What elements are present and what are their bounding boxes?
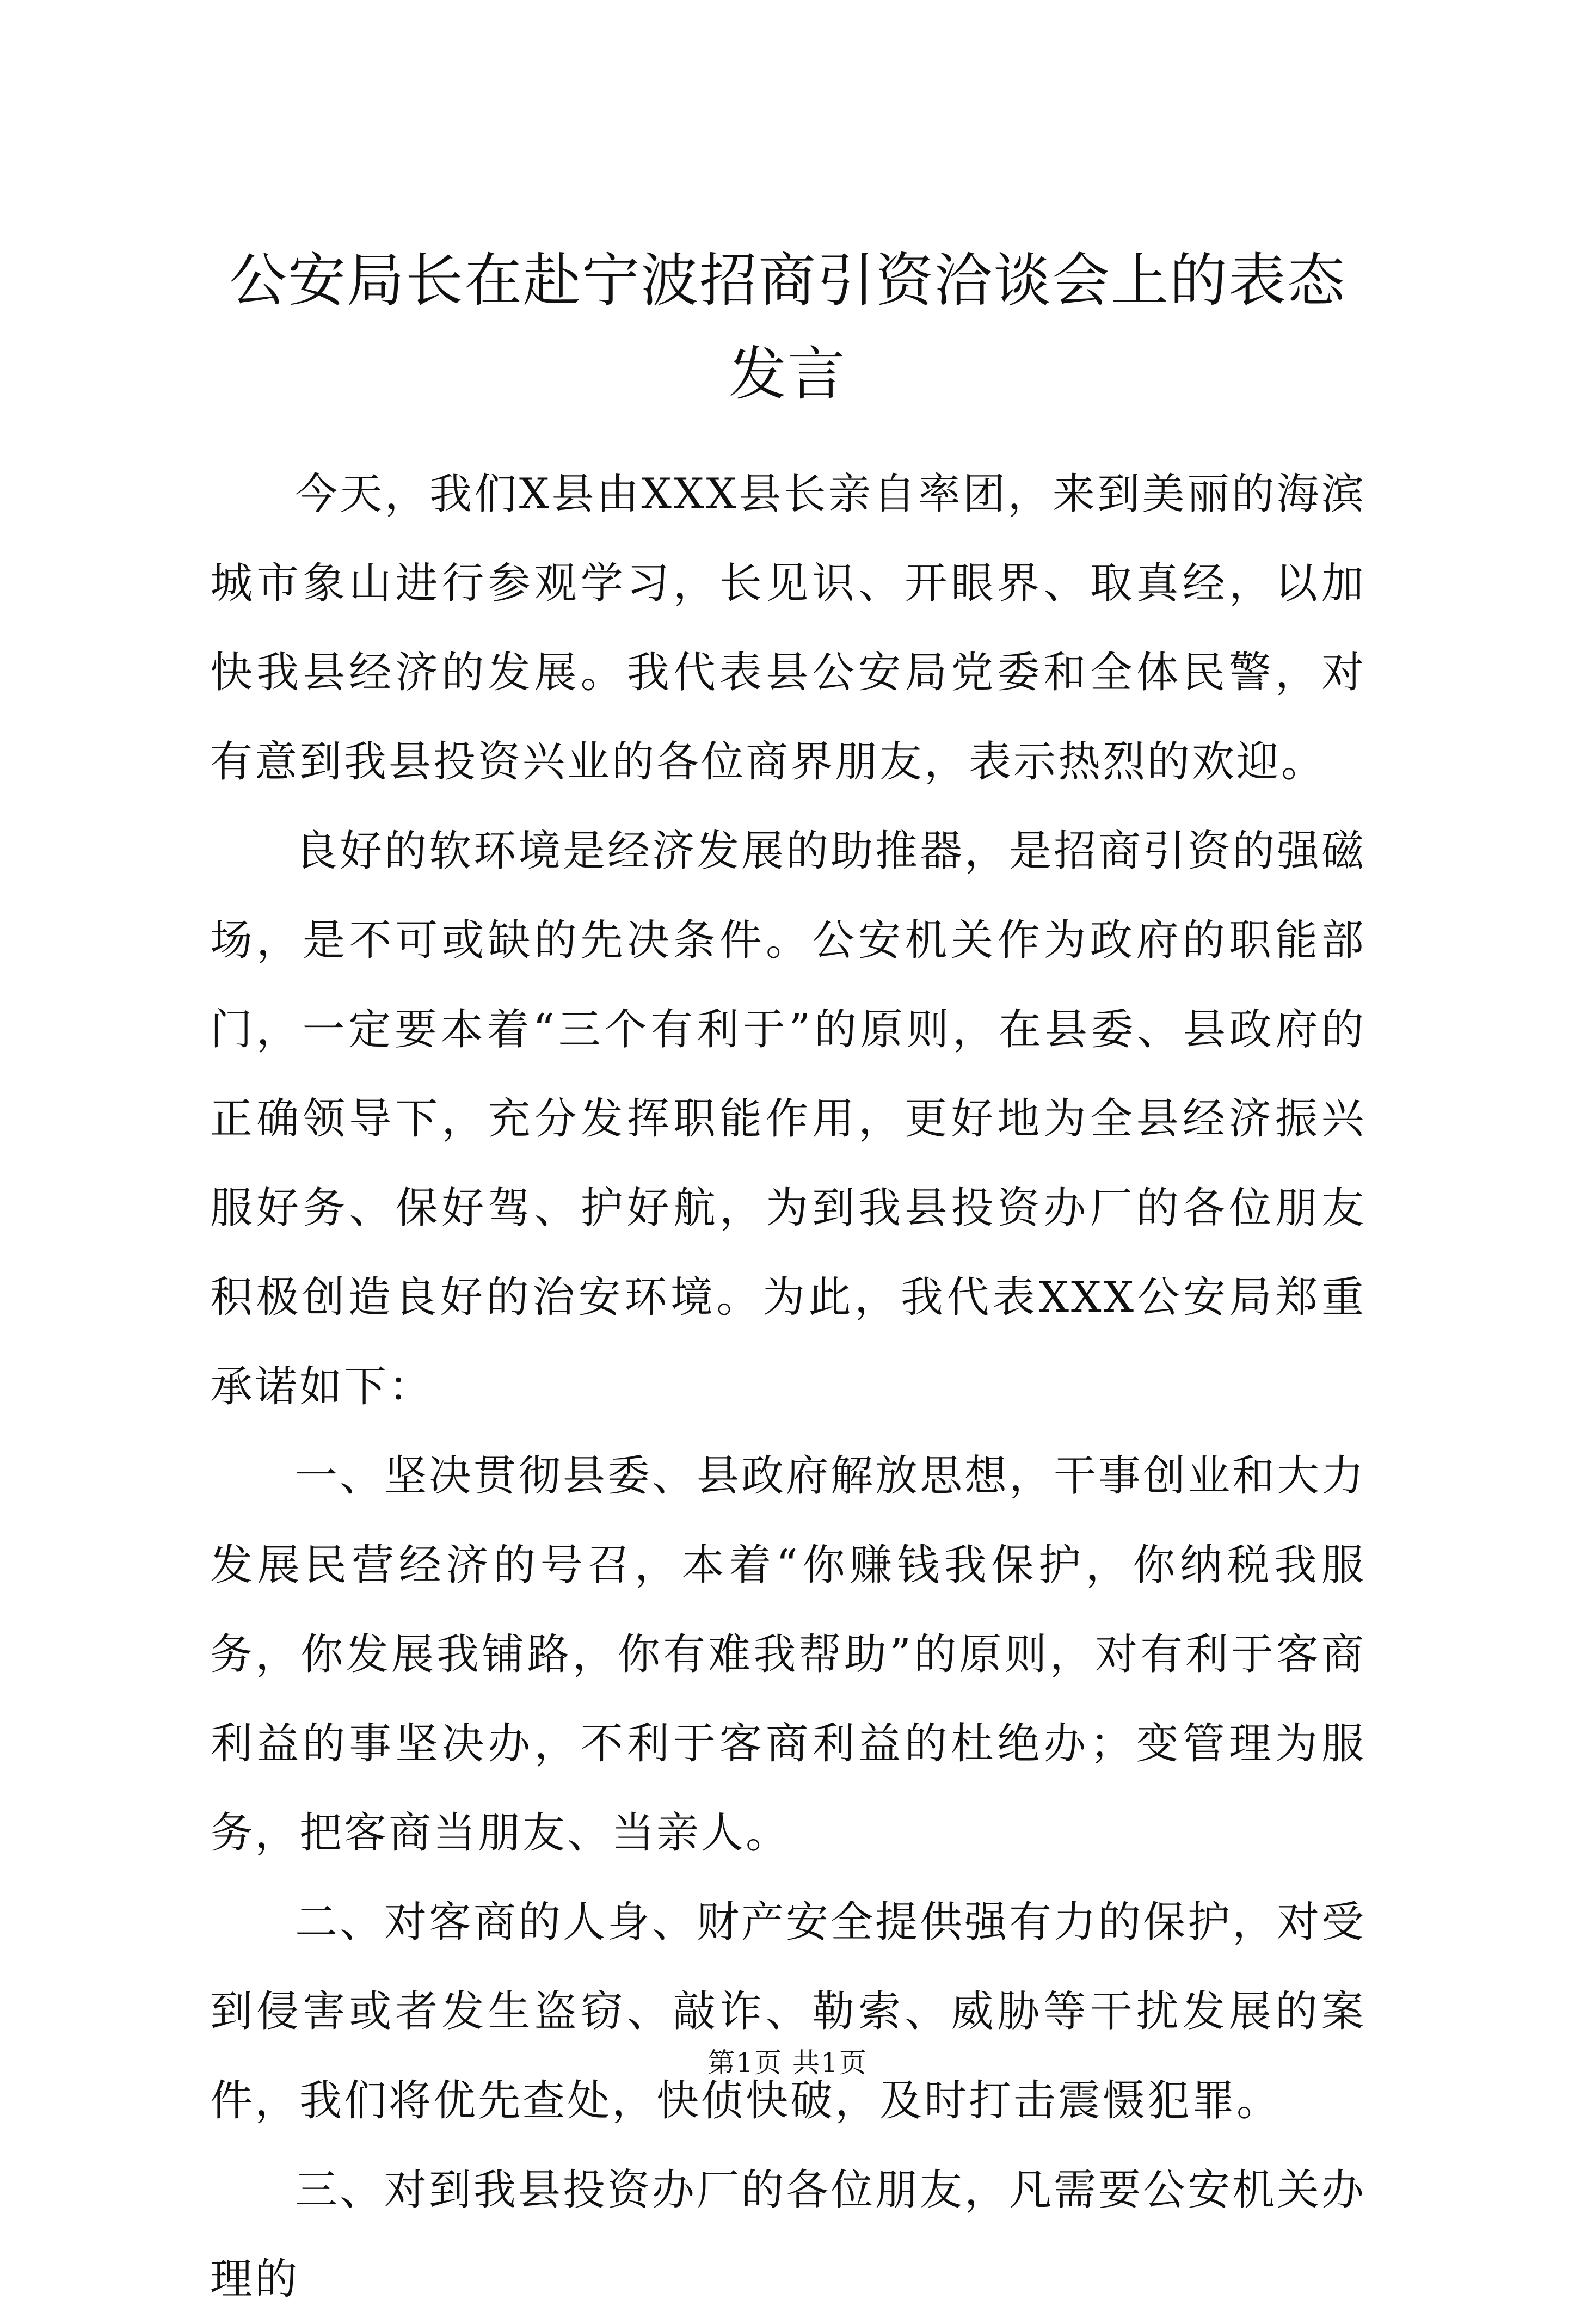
paragraph-intro: 今天，我们X县由XXX县长亲自率团，来到美丽的海滨城市象山进行参观学习，长见识、开眼界、取真经，以加快我县经济的发展。我代表县公安局党委和全体民警，对有意到我县投资兴业的各位商界朋友，表示热烈的欢迎。 <box>210 470 1366 786</box>
paragraph-commitment-1: 一、坚决贯彻县委、县政府解放思想，干事创业和大力发展民营经济的号召，本着“你赚钱我保护，你纳税我服务，你发展我铺路，你有难我帮助”的原则，对有利于客商利益的事坚决办，不利于客商利益的杜绝办；变管理为服务，把客商当朋友、当亲人。 <box>210 1452 1367 1858</box>
document-body <box>210 450 1366 2324</box>
paragraph-commitment-2: 二、对客商的人身、财产安全提供强有力的保护，对受到侵害或者发生盗窃、敲诈、勒索、威胁等干扰发展的案件，我们将优先查处，快侦快破，及时打击震慑犯罪。 <box>210 1898 1367 2125</box>
document-title: 公安局长在赴宁波招商引资洽谈会上的表态发言 <box>229 247 1346 408</box>
paragraph-commitment-3: 三、对到我县投资办厂的各位朋友，凡需要公安机关办理的 <box>210 2166 1367 2304</box>
paragraph-environment: 良好的软环境是经济发展的助推器，是招商引资的强磁场，是不可或缺的先决条件。公安机关作为政府的职能部门，一定要本着“三个有利于”的原则，在县委、县政府的正确领导下，充分发挥职能作用，更好地为全县经济振兴服好务、保好驾、护好航，为到我县投资办厂的各位朋友积极创造良好的治安环境。为此，我代表XXX公安局郑重承诺如下： <box>210 827 1367 1411</box>
page-footer: 第1页 共1页 <box>707 2047 868 2079</box>
